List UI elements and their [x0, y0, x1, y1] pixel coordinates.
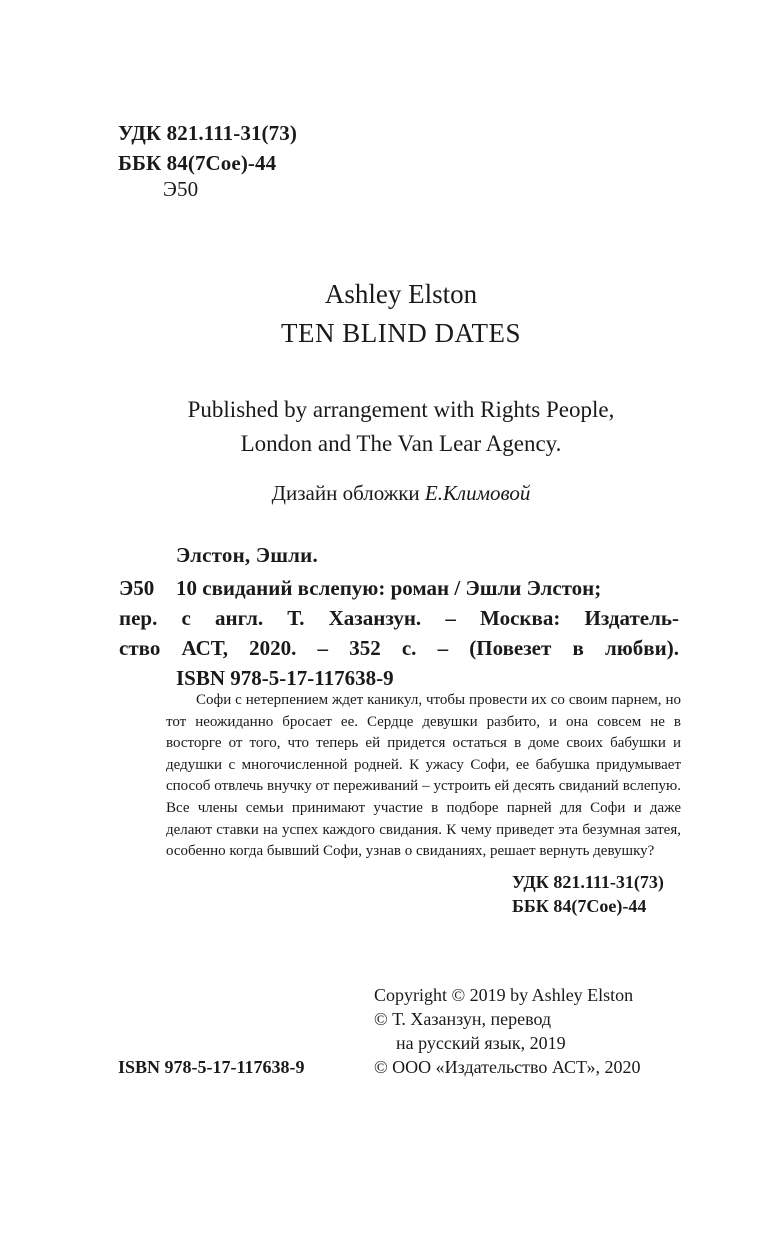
bbk-code: ББК 84(7Сое)-44 [118, 151, 277, 175]
annotation-text: Софи с нетерпением ждет каникул, чтобы провести их со своим парнем, но тот неожиданно бросает ее. Сердце девушки разбито, и она совсем не в восторге от того, что теперь ей придется остаться в доме своих бабушки и дедушки с многочисленной родней. К ужасу Софи, ее бабушка придумывает способ отвлечь внучку от переживаний – устроить ей десять свиданий вслепую. Все члены семьи принимают участие в подборе парней для Софи и даже делают ставки на успех каждого свидания. К чему приведет эта безумная затея, особенно когда бывший Софи, узнав о свиданиях, решает вернуть девушку? [166, 692, 681, 860]
bib-line-1: 10 свиданий вслепую: роман / Эшли Элстон; [176, 576, 602, 600]
copyright-line-2: © Т. Хазанзун, перевод [374, 1009, 552, 1029]
rights-line-1: Published by arrangement with Rights People, [187, 397, 615, 422]
bib-line-3: ство АСТ, 2020. – 352 с. – (Повезет в любви). [119, 636, 679, 660]
bib-description [119, 573, 679, 663]
author-mark: Э50 [163, 177, 199, 201]
bib-mark: Э50 [119, 576, 155, 600]
copyright-line-3: на русский язык, 2019 [396, 1033, 566, 1053]
rights-notice [0, 393, 768, 461]
copyright-line-1: Copyright © 2019 by Ashley Elston [374, 985, 634, 1005]
designer-name: Е.Климовой [424, 481, 531, 505]
rights-line-2: London and The Van Lear Agency. [240, 431, 562, 456]
annotation [166, 690, 681, 863]
bib-line-2: пер. с англ. Т. Хазанзун. – Москва: Издатель- [119, 606, 679, 630]
original-author: Ashley Elston [324, 279, 478, 309]
footer-udk-code: УДК 821.111-31(73) [512, 872, 664, 892]
udk-code: УДК 821.111-31(73) [118, 121, 297, 145]
bib-author: Элстон, Эшли. [176, 543, 318, 567]
original-title: TEN BLIND DATES [281, 318, 521, 348]
isbn-bottom: ISBN 978-5-17-117638-9 [118, 1057, 305, 1077]
footer-bbk-code: ББК 84(7Сое)-44 [512, 896, 647, 916]
design-label: Дизайн обложки [271, 481, 420, 505]
original-title-block [0, 275, 768, 353]
copyright-line-4: © ООО «Издательство АСТ», 2020 [374, 1057, 641, 1077]
cover-design-credit [0, 478, 768, 508]
bib-isbn: ISBN 978-5-17-117638-9 [176, 666, 394, 690]
